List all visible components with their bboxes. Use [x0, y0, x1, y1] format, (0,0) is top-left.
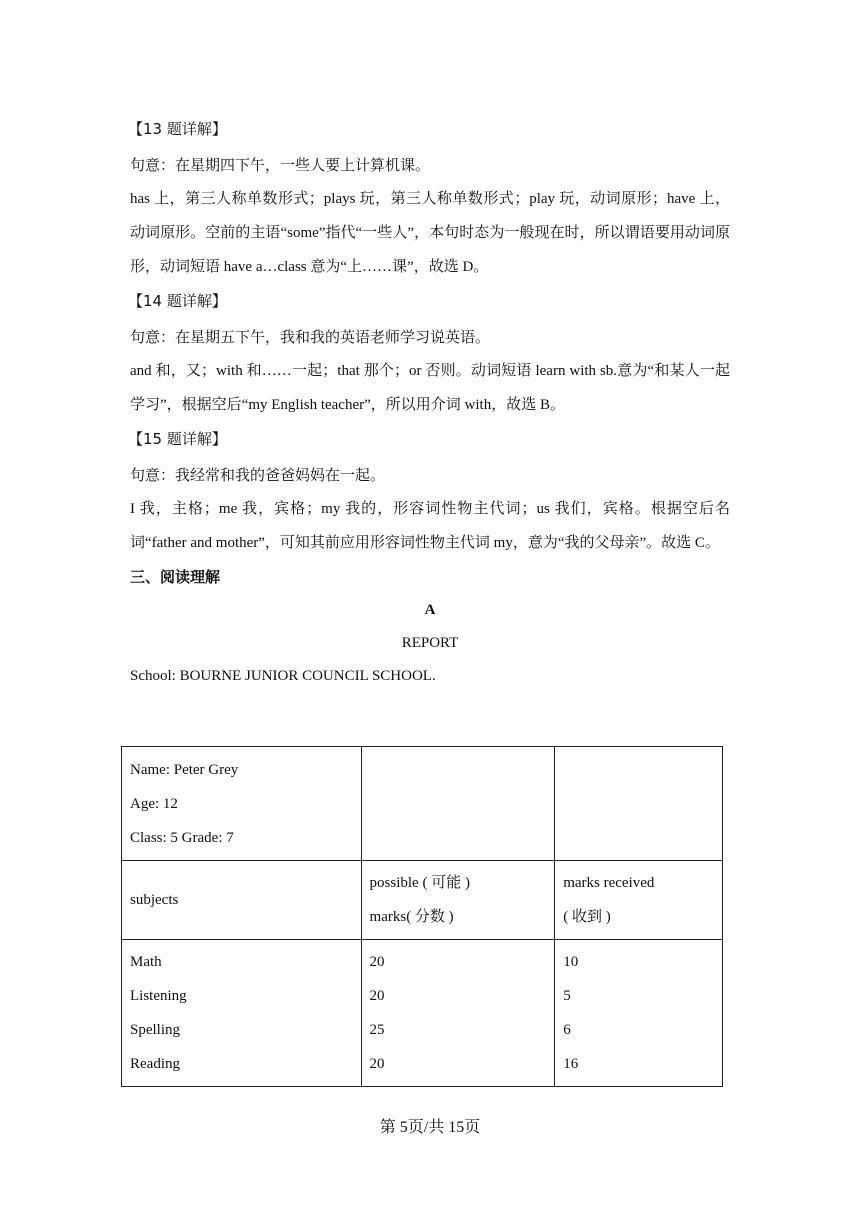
- possible-marks-label-2: marks( 分数 ): [369, 909, 454, 925]
- q13-meaning: 句意：在星期四下午，一些人要上计算机课。: [130, 158, 431, 174]
- school-line: School: BOURNE JUNIOR COUNCIL SCHOOL.: [130, 668, 436, 684]
- empty-cell: [361, 747, 555, 861]
- q13-explanation: has 上，第三人称单数形式；plays 玩，第三人称单数形式；play 玩，动词原形；have 上，动词原形。空前的主语“some”指代“一些人”，本句时态为一般现在时，所以谓语要用动词原形，动词短语 have a…class 意为“上……课”，故选 D。: [130, 191, 730, 275]
- possible-marks-label-1: possible ( 可能 ): [369, 875, 470, 891]
- possible-marks-header: [361, 861, 555, 940]
- subjects-header-label: subjects: [130, 892, 179, 908]
- q13-heading: 【13 题详解】: [128, 120, 227, 138]
- q15-explanation: I 我，主格；me 我，宾格；my 我的，形容词性物主代词；us 我们，宾格。根据空后名词“father and mother”，可知其前应用形容词性物主代词 my，意为“我的父母亲”。故选 C。: [130, 501, 730, 551]
- table-row-possible: 20: [369, 954, 385, 970]
- q14-heading: 【14 题详解】: [128, 292, 227, 310]
- q14-explanation: and 和，又；with 和……一起；that 那个；or 否则。动词短语 learn with sb.意为“和某人一起学习”，根据空后“my English teacher”，所以用介词 with，故选 B。: [130, 363, 730, 413]
- table-row-received: 16: [563, 1056, 579, 1072]
- marks-received-label-2: ( 收到 ): [563, 909, 611, 925]
- table-row-subject: Listening: [130, 988, 187, 1004]
- table-row-possible: 20: [369, 1056, 385, 1072]
- student-age: Age: 12: [130, 795, 178, 812]
- q15-meaning: 句意：我经常和我的爸爸妈妈在一起。: [130, 468, 386, 484]
- marks-received-header: [555, 861, 723, 940]
- subjects-header: [122, 861, 362, 940]
- student-class-grade: Class: 5 Grade: 7: [130, 829, 234, 846]
- table-row-subject: Math: [130, 954, 162, 970]
- marks-received-label-1: marks received: [563, 875, 655, 891]
- page-content: [130, 112, 730, 693]
- q15-heading: 【15 题详解】: [128, 430, 227, 448]
- table-header-row: [122, 861, 723, 940]
- report-table: [121, 746, 723, 1087]
- student-info-row: [122, 747, 723, 861]
- subject-list-cell: [122, 940, 362, 1087]
- table-row-received: 5: [563, 988, 571, 1004]
- table-body-row: [122, 940, 723, 1087]
- table-row-subject: Reading: [130, 1056, 180, 1072]
- empty-cell: [555, 747, 723, 861]
- page-number: 第 5页/共 15页: [379, 1119, 481, 1136]
- table-row-possible: 20: [369, 988, 385, 1004]
- student-info-cell: [122, 747, 362, 861]
- possible-list-cell: [361, 940, 555, 1087]
- student-name: Name: Peter Grey: [130, 761, 239, 778]
- table-row-possible: 25: [369, 1022, 385, 1038]
- passage-label: A: [424, 602, 436, 618]
- table-row-received: 6: [563, 1022, 571, 1038]
- section-title: 三、阅读理解: [130, 568, 221, 586]
- received-list-cell: [555, 940, 723, 1087]
- table-row-received: 10: [563, 954, 579, 970]
- report-title: REPORT: [401, 635, 459, 651]
- q14-meaning: 句意：在星期五下午，我和我的英语老师学习说英语。: [130, 330, 491, 346]
- table-row-subject: Spelling: [130, 1022, 181, 1038]
